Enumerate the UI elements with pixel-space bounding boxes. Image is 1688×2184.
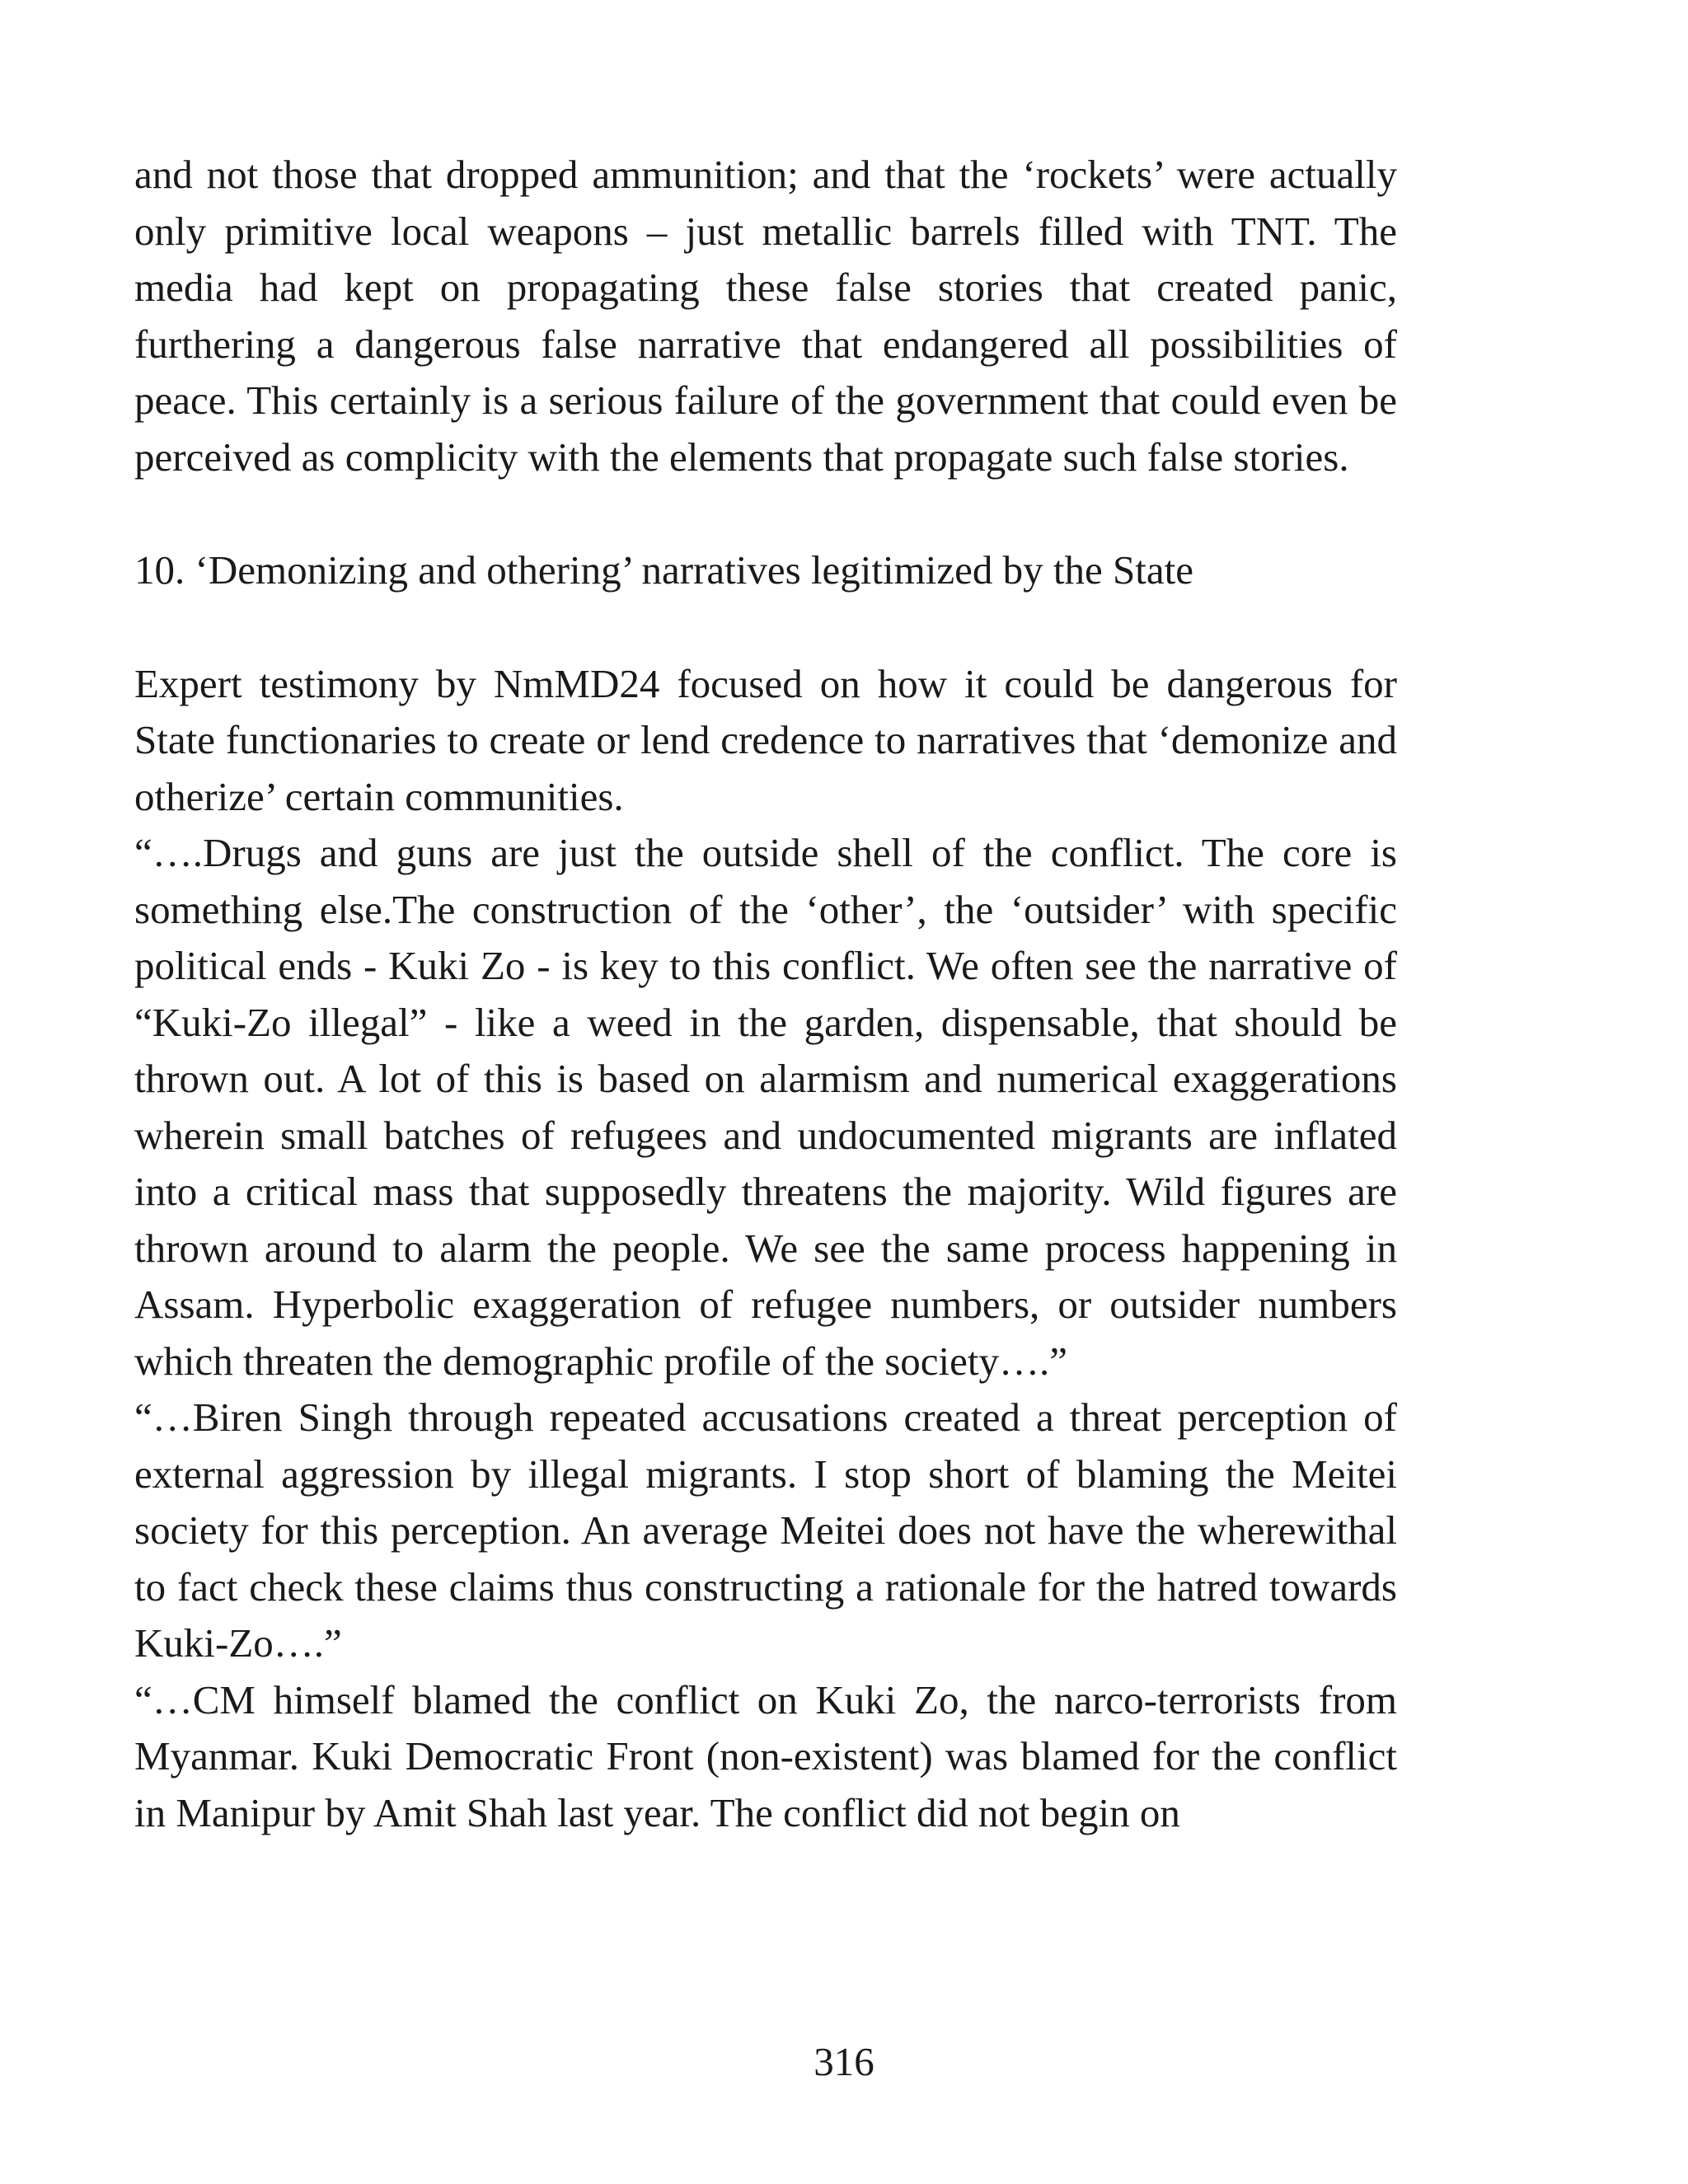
quote-paragraph-2: “…Biren Singh through repeated accusations created a threat perception of external aggression by illegal migrants. I stop short of blaming the Meitei society for this perception. An average Meitei does not have the wherewithal to fact check these claims thus constructing a rationale for the hatred towards Kuki-Zo….” xyxy=(134,1394,1397,1666)
page-body xyxy=(134,147,1397,1841)
body-paragraph-1: and not those that dropped ammunition; and that the ‘rockets’ were actually only primitive local weapons – just metallic barrels filled with TNT. The media had kept on propagating these false stories that created panic, furthering a dangerous false narrative that endangered all possibilities of peace. This certainly is a serious failure of the government that could even be perceived as complicity with the elements that propagate such false stories. xyxy=(134,152,1397,480)
page-number: 316 xyxy=(814,2039,874,2084)
paragraph-spacer xyxy=(134,599,1397,656)
quote-paragraph-1: “….Drugs and guns are just the outside shell of the conflict. The core is something else.The construction of the ‘other’, the ‘outsider’ with specific political ends - Kuki Zo - is key to this conflict. We often see the narrative of “Kuki-Zo illegal” - like a weed in the garden, dispensable, that should be thrown out. A lot of this is based on alarmism and numerical exaggerations wherein small batches of refugees and undocumented migrants are inflated into a critical mass that supposedly threatens the majority. Wild figures are thrown around to alarm the people. We see the same process happening in Assam. Hyperbolic exaggeration of refugee numbers, or outsider numbers which threaten the demographic profile of the society….” xyxy=(134,830,1397,1384)
section-heading: 10. ‘Demonizing and othering’ narratives legitimized by the State xyxy=(134,547,1193,593)
body-paragraph-2: Expert testimony by NmMD24 focused on how it could be dangerous for State functionaries to create or lend credence to narratives that ‘demonize and otherize’ certain communities. xyxy=(134,660,1397,819)
quote-paragraph-3: “…CM himself blamed the conflict on Kuki Zo, the narco-terrorists from Myanmar. Kuki Democratic Front (non-existent) was blamed for the conflict in Manipur by Amit Shah last year. The conflict did not begin on xyxy=(134,1676,1397,1835)
paragraph-spacer xyxy=(134,485,1397,542)
